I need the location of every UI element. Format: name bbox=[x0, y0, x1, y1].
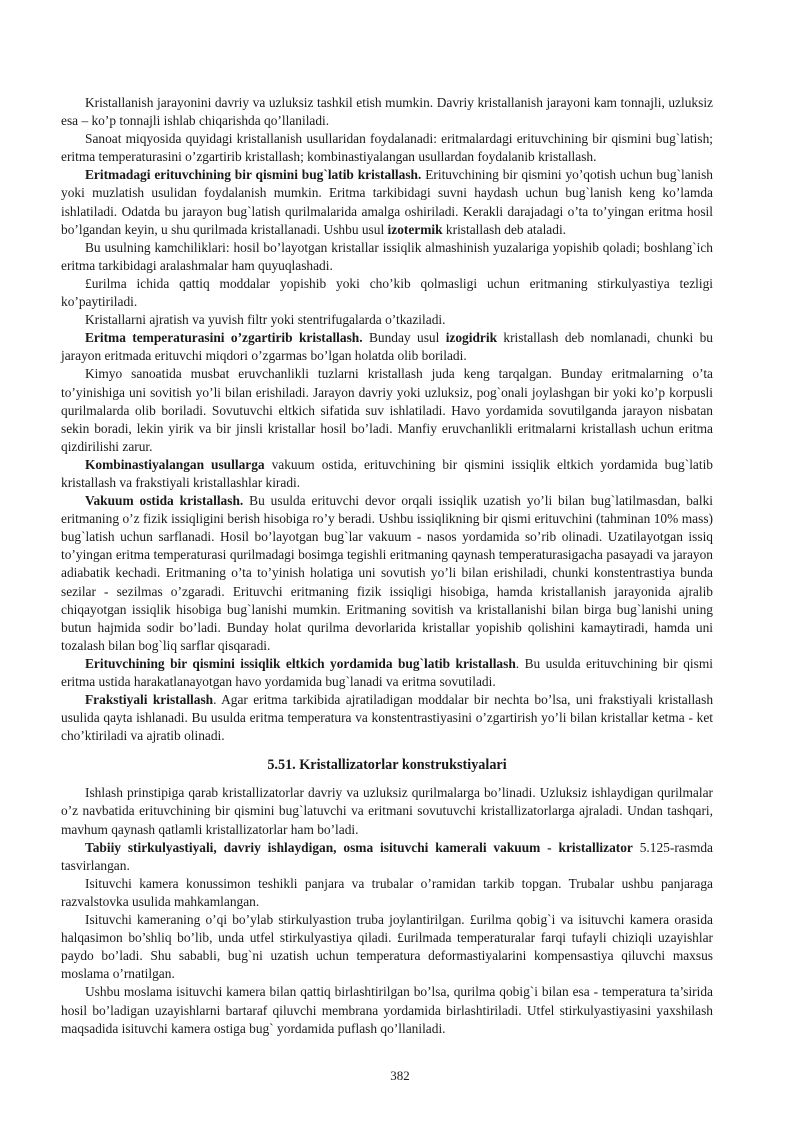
page-body bbox=[61, 94, 713, 1038]
text-block-b bbox=[61, 784, 713, 1037]
paragraph bbox=[61, 911, 713, 983]
text-run: Sanoat miqyosida quyidagi kristallanish usullaridan foydalanadi: eritmalardagi erituvchining bir qismini bug`latish; eritma temperaturasini o’zgartirib kristallash; kombinastiyalangan usullardan foydalanib kristallash. bbox=[61, 131, 713, 165]
bold-run: Frakstiyali kristallash bbox=[85, 692, 214, 708]
bold-run: Erituvchining bir qismini issiqlik eltkich yordamida bug`latib kristallash bbox=[85, 655, 516, 671]
text-run: kristallash deb ataladi. bbox=[442, 221, 567, 237]
paragraph bbox=[61, 875, 713, 911]
bold-run: Eritma temperaturasini o’zgartirib kristallash. bbox=[85, 330, 363, 346]
text-run: Kimyo sanoatida musbat eruvchanlikli tuzlarni kristallash juda keng tarqalgan. Bunday eritmalarning o’ta to’yinishiga uni sovitish yo’li bilan erishiladi. Jarayon davriy yoki uzluksiz, pog`onali joylashgan bir yoki ko’p korpusli qurilmalarda olib boriladi. Sovutuvchi eltkich sifatida suv ishlatiladi. Havo yordamida sovutilganda jarayon nisbatan sekin boradi, lekin yirik va bir jinsli kristallar hosil bo’ladi. Manfiy eruvchanlikli eritmalarni kristallash uchun eritma qizdirilishi zarur. bbox=[61, 366, 713, 454]
text-run: Isituvchi kamera konussimon teshikli panjara va trubalar o’ramidan tarkib topgan. Trubalar ushbu panjaraga razvalstovka usulida mahkamlangan. bbox=[61, 875, 713, 909]
paragraph bbox=[61, 492, 713, 655]
paragraph bbox=[61, 94, 713, 130]
bold-run: izogidrik bbox=[445, 330, 498, 346]
paragraph bbox=[61, 784, 713, 838]
paragraph bbox=[61, 329, 713, 365]
text-run: Kristallarni ajratish va yuvish filtr yoki stentrifugalarda o’tkaziladi. bbox=[85, 312, 446, 328]
text-run: Ushbu moslama isituvchi kamera bilan qattiq birlashtirilgan bo’lsa, qurilma qobig`i bilan esa - temperatura ta’sirida hosil bo’ladigan uzayishlarni bartaraf qiluvchi membrana yordamida birlashtiriladi. Utfel stirkulyastiyasini yaxshilash maqsadida isituvchi kamera ostiga bug` yordamida puflash qo’llaniladi. bbox=[61, 984, 713, 1036]
page-number: 382 bbox=[390, 1068, 410, 1083]
text-run: vakuum ostida, erituvchining bir qismini issiqlik eltkich yordamida bug`latib kristallash va frakstiyali kristallashlar kiradi. bbox=[61, 456, 714, 490]
paragraph bbox=[61, 365, 713, 455]
text-run: Kristallanish jarayonini davriy va uzluksiz tashkil etish mumkin. Davriy kristallanish jarayoni kam tonnajli, uzluksiz esa – ko’p tonnajli ishlab chiqarishda qo’llaniladi. bbox=[61, 95, 713, 129]
bold-run: Tabiiy stirkulyastiyali, davriy ishlaydigan, osma isituvchi kamerali vakuum - kristallizator bbox=[85, 839, 633, 855]
paragraph bbox=[61, 839, 713, 875]
text-block-a bbox=[61, 94, 713, 745]
bold-run: Eritmadagi erituvchining bir qismini bug`latib kristallash. bbox=[85, 167, 422, 183]
paragraph bbox=[61, 983, 713, 1037]
text-run: Isituvchi kameraning o’qi bo’ylab stirkulyastion truba joylantirilgan. £urilma qobig`i va isituvchi kamera orasida halqasimon bo’shliq bo’lib, unda utfel stirkulyastiya qiladi. £urilmada temperaturalar farqi tufayli chiziqli uzayishlar paydo bo’ladi. Shu sababli, bug`ni uzatish uchun temperatura deformastiyalarini kompensastiya qiluvchi maxsus moslama o’rnatilgan. bbox=[61, 912, 713, 982]
paragraph bbox=[61, 130, 713, 166]
text-run: 5.125-rasmda tasvirlangan. bbox=[61, 839, 713, 873]
text-run: . Bu usulda erituvchining bir qismi eritma ustida harakatlanayotgan havo yordamida bug`lanadi va eritma sovutiladi. bbox=[61, 655, 713, 689]
text-run: Bu usulda erituvchi devor orqali issiqlik uzatish yo’li bilan bug`latilmasdan, balki eritmaning o’z fizik issiqligini berish hisobiga ro’y beradi. Ushbu issiqlikning bir qismi erituvchini (tahminan 10% mass) bug`latish uchun sarflanadi. Hosil bo’layotgan bug`lar vakuum - nasos yordamida so’rib olinadi. Uzatilayotgan issiq to’yingan eritma temperaturasi qurilmadagi bosimga tegishli eritmaning qaynash temperaturasigacha pasayadi va jarayon adiabatik kechadi. Eritmaning o’ta to’yinish holatiga uni sovutish yo’li bilan erishiladi, chunki konstentrastiya bunda sezilar - sezilmas o’zgaradi. Erituvchi eritmaning fizik issiqligi hisobiga, hamda kristallanish jarayonida ajralib chiqayotgan issiqlik hisobiga bug`lanishi mumkin. Eritmaning sovitish va kristallanishi bilan birga bug`lanishi uning butun hajmida sodir bo’ladi. Bunday holat qurilma devorlarida kristallar yopishib qolishini kamaytiradi, hamda uni tozalash bilan bog`liq sarflar qisqaradi. bbox=[61, 493, 714, 653]
bold-run: izotermik bbox=[387, 221, 443, 237]
section-heading: 5.51. Kristallizatorlar konstrukstiyalari bbox=[267, 757, 507, 774]
text-run: Bunday usul bbox=[362, 330, 446, 346]
paragraph bbox=[61, 166, 713, 238]
text-run: Ishlash prinstipiga qarab kristallizatorlar davriy va uzluksiz qurilmalarga bo’linadi. Uzluksiz ishlaydigan qurilmalar o’z navbatida erituvchining bir qismini bug`latuvchi va eritmani sovutuvchi kristallizatorlarga ajraladi. Undan tashqari, mavhum qaynash qatlamli kristallizatorlar ham bo’ladi. bbox=[61, 785, 713, 837]
paragraph bbox=[61, 239, 713, 275]
paragraph bbox=[61, 456, 713, 492]
text-run: Erituvchining bir qismini yo’qotish uchun bug`lanish yoki muzlatish usulidan foydalanish mumkin. Eritma tarkibidagi suvni haydash uchun bug`lanish keng ko’lamda ishlatiladi. Odatda bu jarayon bug`latish qurilmalarida amalga oshiriladi. Kerakli darajadagi o’ta to’yingan eritma hosil bo’lgandan keyin, u shu qurilmada kristallanadi. Ushbu usul bbox=[61, 167, 713, 237]
text-run: kristallash deb nomlanadi, chunki bu jarayon eritmada erituvchi miqdori o’zgarmas bo’lgan holatda olib boriladi. bbox=[61, 330, 713, 364]
paragraph bbox=[61, 275, 713, 311]
text-run: £urilma ichida qattiq moddalar yopishib yoki cho’kib qolmasligi uchun eritmaning stirkulyastiya tezligi ko’paytiriladi. bbox=[61, 275, 713, 310]
paragraph bbox=[61, 655, 713, 691]
paragraph bbox=[61, 691, 713, 745]
bold-run: Kombinastiyalangan usullarga bbox=[85, 456, 265, 472]
bold-run: Vakuum ostida kristallash. bbox=[85, 493, 244, 509]
paragraph bbox=[61, 311, 713, 329]
text-run: Bu usulning kamchiliklari: hosil bo’layotgan kristallar issiqlik almashinish yuzalariga yopishib qoladi; boshlang`ich eritma tarkibidagi aralashmalar ham quyuqlashadi. bbox=[61, 239, 713, 273]
text-run: . Agar eritma tarkibida ajratiladigan moddalar bir nechta bo’lsa, uni frakstiyali kristallash usulida qayta ishlanadi. Bu usulda eritma temperatura va konstentrastiyasini o’zgartirish yo’li bilan kristallar ketma - ket cho’ktiriladi va ajratib olinadi. bbox=[61, 692, 714, 744]
